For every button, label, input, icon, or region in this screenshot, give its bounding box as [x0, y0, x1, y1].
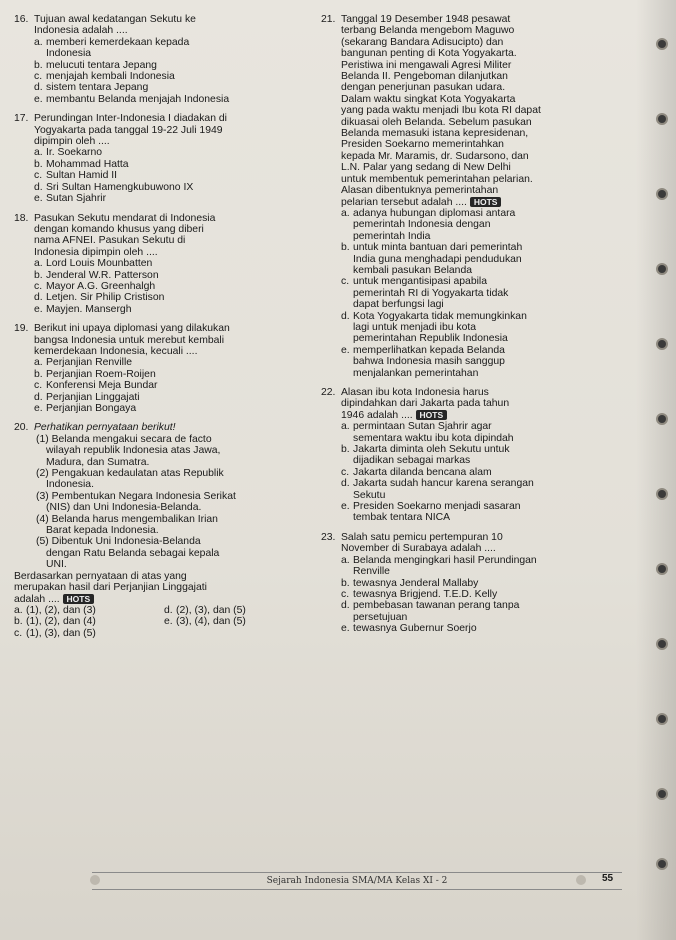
- footer-dot-decoration: [576, 875, 586, 885]
- option-text: Sekutu: [353, 489, 386, 501]
- stem-line: bangsa Indonesia untuk merebut kembali: [34, 334, 225, 346]
- statement-2: [34, 468, 314, 491]
- stem-line: Tanggal 19 Desember 1948 pesawat: [341, 14, 511, 25]
- question-number: 19.: [14, 323, 29, 335]
- option-d[interactable]: [341, 478, 634, 501]
- stem-line: Presiden Soekarno memerintahkan: [341, 139, 504, 151]
- option-letter: e.: [341, 501, 350, 513]
- option-letter: e.: [341, 344, 350, 356]
- question-number: 16.: [14, 14, 29, 25]
- binding-hole-icon: [658, 40, 666, 48]
- statement-3: [34, 491, 314, 514]
- stem-line: Dalam waktu singkat Kota Yogyakarta: [341, 93, 516, 105]
- option-letter: b.: [34, 158, 43, 170]
- statement-5: [34, 536, 314, 570]
- option-text: Mohammad Hatta: [46, 158, 129, 170]
- option-b[interactable]: [34, 159, 314, 170]
- statement-text: Madura, dan Sumatra.: [46, 456, 150, 468]
- option-text: Renville: [353, 566, 390, 578]
- option-text: Jakarta dilanda bencana alam: [353, 466, 492, 478]
- stem-line: November di Surabaya adalah ....: [341, 543, 496, 555]
- option-text: Kota Yogyakarta tidak memungkinkan: [353, 310, 527, 322]
- option-letter: a.: [34, 147, 43, 159]
- option-text: menjajah kembali Indonesia: [46, 71, 175, 83]
- binding-hole-icon: [658, 860, 666, 868]
- stem-line: Belanda II. Pengeboman dilanjutkan: [341, 71, 508, 83]
- statement-number: (3): [36, 490, 49, 502]
- option-letter: d.: [34, 82, 43, 94]
- option-letter: b.: [341, 242, 350, 254]
- binding-hole-icon: [658, 415, 666, 423]
- question-number: 21.: [321, 14, 336, 25]
- option-text: Indonesia: [46, 48, 92, 60]
- question-stem: [34, 323, 314, 357]
- stem-line: nama AFNEI. Pasukan Sekutu di: [34, 235, 186, 247]
- option-a[interactable]: [34, 147, 314, 158]
- option-text: kembali pasukan Belanda: [353, 264, 472, 276]
- option-text: pembebasan tawanan perang tanpa: [353, 600, 520, 612]
- option-text: memperlihatkan kepada Belanda: [353, 344, 505, 356]
- option-text: (2), (3), dan (5): [176, 604, 246, 616]
- option-e[interactable]: [341, 501, 634, 524]
- option-c[interactable]: [34, 71, 314, 82]
- option-b[interactable]: [14, 616, 164, 627]
- hots-badge: HOTS: [63, 594, 95, 604]
- statement-text: Pengakuan kedaulatan atas Republik: [51, 468, 224, 480]
- option-letter: d.: [164, 604, 173, 616]
- statement-text: dengan Ratu Belanda sebagai kepala: [46, 547, 220, 559]
- option-letter: c.: [34, 280, 43, 292]
- option-text: (1), (2), dan (3): [26, 604, 96, 616]
- question-stem: [341, 387, 634, 421]
- option-text: Ir. Soekarno: [46, 147, 103, 159]
- option-b[interactable]: [341, 444, 634, 467]
- binding-shadow: [636, 0, 676, 940]
- statement-number: (2): [36, 468, 49, 480]
- options-grid: [14, 616, 314, 627]
- statement-number: (1): [36, 433, 49, 445]
- question-number: 20.: [14, 422, 29, 434]
- stem-line: dengan penerjunan pasukan udara.: [341, 82, 506, 94]
- statement-1: [34, 434, 314, 468]
- option-text: (1), (2), dan (4): [26, 616, 96, 628]
- option-a[interactable]: [34, 37, 314, 60]
- binding-hole-icon: [658, 265, 666, 273]
- option-c[interactable]: [34, 170, 314, 181]
- option-e[interactable]: [34, 94, 314, 105]
- option-a[interactable]: [34, 357, 314, 368]
- question-21: [321, 14, 634, 379]
- options-grid: [14, 605, 314, 616]
- stem-line: dipimpin oleh ....: [34, 136, 110, 148]
- stem-line: Yogyakarta pada tanggal 19-22 Juli 1949: [34, 124, 223, 136]
- option-text: membantu Belanda menjajah Indonesia: [46, 93, 230, 105]
- option-letter: a.: [34, 258, 43, 270]
- question-18: [14, 213, 314, 316]
- stem-line: dengan komando khusus yang diberi: [34, 223, 204, 235]
- statement-text: Belanda mengakui secara de facto: [51, 433, 212, 445]
- question-number: 18.: [14, 212, 29, 224]
- option-b[interactable]: [341, 242, 634, 276]
- option-a[interactable]: [341, 555, 634, 578]
- option-letter: b.: [14, 616, 23, 628]
- stem-line: Perhatikan pernyataan berikut!: [34, 422, 176, 434]
- binding-hole-icon: [658, 115, 666, 123]
- option-text: Sultan Hamid II: [46, 170, 118, 182]
- option-text: Mayor A.G. Greenhalgh: [46, 280, 156, 292]
- option-text: Mayjen. Mansergh: [46, 303, 132, 315]
- option-letter: c.: [341, 588, 350, 600]
- option-letter: d.: [34, 292, 43, 304]
- option-text: sementara waktu ibu kota dipindah: [353, 432, 514, 444]
- stem-line: bangunan penting di Kota Yogyakarta.: [341, 48, 517, 60]
- option-text: Lord Louis Mounbatten: [46, 258, 153, 270]
- statement-4: [34, 514, 314, 537]
- option-text: menjalankan pemerintahan: [353, 367, 479, 379]
- closing-line: adalah ....: [14, 593, 60, 605]
- option-letter: b.: [341, 577, 350, 589]
- option-text: melucuti tentara Jepang: [46, 59, 157, 71]
- option-c[interactable]: [341, 276, 634, 310]
- option-text: Perjanjian Renville: [46, 357, 133, 369]
- option-text: persetujuan: [353, 611, 408, 623]
- question-20: [14, 422, 314, 639]
- hots-badge: HOTS: [470, 197, 502, 207]
- option-d[interactable]: [34, 82, 314, 93]
- question-16: [14, 14, 314, 105]
- question-19: [14, 323, 314, 414]
- option-text: permintaan Sutan Sjahrir agar: [353, 421, 492, 433]
- option-a[interactable]: [34, 258, 314, 269]
- option-c[interactable]: [341, 467, 634, 478]
- closing-line: merupakan hasil dari Perjanjian Linggajati: [14, 582, 207, 594]
- option-e[interactable]: [341, 345, 634, 379]
- option-b[interactable]: [341, 578, 634, 589]
- question-number: 23.: [321, 531, 336, 543]
- option-text: dijadikan sebagai markas: [353, 455, 471, 467]
- question-closing: [14, 571, 314, 639]
- option-text: (3), (4), dan (5): [176, 616, 246, 628]
- option-letter: e.: [34, 403, 43, 414]
- option-letter: d.: [341, 478, 350, 490]
- binding-hole-icon: [658, 640, 666, 648]
- stem-line: terbang Belanda mengebom Maguwo: [341, 25, 515, 37]
- option-e[interactable]: [341, 623, 634, 634]
- stem-line: Perundingan Inter-Indonesia I diadakan di: [34, 113, 227, 125]
- statement-text: Pembentukan Negara Indonesia Serikat: [51, 490, 236, 502]
- statement-text: Indonesia.: [46, 479, 94, 491]
- stem-line: L.N. Palar yang sedang di New Delhi: [341, 162, 511, 174]
- stem-line: Belanda memasuki istana kepresidenan,: [341, 128, 529, 140]
- page-number: 55: [602, 873, 614, 884]
- option-letter: b.: [34, 59, 43, 71]
- option-e[interactable]: [34, 403, 314, 414]
- stem-line: dikuasai oleh Belanda. Sebelum pasukan: [341, 116, 532, 128]
- option-letter: c.: [14, 627, 23, 639]
- question-number: 22.: [321, 387, 336, 398]
- option-e[interactable]: [164, 616, 314, 627]
- option-text: Jenderal W.R. Patterson: [46, 269, 159, 281]
- option-text: bahwa Indonesia masih sanggup: [353, 356, 505, 368]
- option-d[interactable]: [34, 392, 314, 403]
- option-text: untuk minta bantuan dari pemerintah: [353, 242, 523, 254]
- question-23: [321, 532, 634, 635]
- option-letter: b.: [341, 444, 350, 456]
- option-c[interactable]: [341, 589, 634, 600]
- statement-text: (NIS) dan Uni Indonesia-Belanda.: [46, 502, 202, 514]
- option-letter: b.: [34, 269, 43, 281]
- stem-line: Berikut ini upaya diplomasi yang dilakukan: [34, 323, 230, 335]
- stem-line: kemerdekaan Indonesia, kecuali ....: [34, 345, 198, 357]
- option-a[interactable]: [341, 208, 634, 242]
- option-letter: a.: [341, 554, 350, 566]
- stem-line: Alasan ibu kota Indonesia harus: [341, 387, 489, 398]
- option-d[interactable]: [341, 600, 634, 623]
- hots-badge: HOTS: [416, 410, 448, 420]
- option-letter: c.: [341, 276, 350, 288]
- option-a[interactable]: [14, 605, 164, 616]
- stem-line: Indonesia dipimpin oleh ....: [34, 246, 158, 258]
- option-letter: d.: [34, 181, 43, 193]
- binding-hole-icon: [658, 790, 666, 798]
- option-d[interactable]: [164, 605, 314, 616]
- footer-book-title: Sejarah Indonesia SMA/MA Kelas XI - 2: [92, 872, 622, 890]
- option-letter: e.: [34, 93, 43, 105]
- option-text: tembak tentara NICA: [353, 512, 451, 524]
- stem-line: dipindahkan dari Jakarta pada tahun: [341, 398, 510, 410]
- question-17: [14, 113, 314, 204]
- option-letter: d.: [341, 600, 350, 612]
- question-stem: [34, 14, 314, 37]
- option-letter: c.: [34, 170, 43, 182]
- option-text: Konferensi Meja Bundar: [46, 380, 158, 392]
- option-text: tewasnya Jenderal Mallaby: [353, 577, 479, 589]
- question-stem: [341, 14, 634, 208]
- stem-line: Pasukan Sekutu mendarat di Indonesia: [34, 212, 216, 224]
- stem-line: untuk membentuk pemerintahan pelarian.: [341, 173, 533, 185]
- option-letter: a.: [34, 36, 43, 48]
- option-text: adanya hubungan diplomasi antara: [353, 207, 516, 219]
- option-text: Perjanjian Roem-Roijen: [46, 368, 156, 380]
- option-text: (1), (3), dan (5): [26, 627, 96, 639]
- question-stem: [341, 532, 634, 555]
- option-text: sistem tentara Jepang: [46, 82, 149, 94]
- stem-line: (sekarang Bandara Adisucipto) dan: [341, 36, 504, 48]
- option-d[interactable]: [341, 311, 634, 345]
- option-text: tewasnya Brigjend. T.E.D. Kelly: [353, 588, 498, 600]
- question-number: 17.: [14, 113, 29, 125]
- closing-line: Berdasarkan pernyataan di atas yang: [14, 570, 187, 582]
- option-letter: c.: [34, 71, 43, 83]
- stem-line: Salah satu pemicu pertempuran 10: [341, 531, 503, 543]
- binding-hole-icon: [658, 490, 666, 498]
- option-text: Presiden Soekarno menjadi sasaran: [353, 501, 521, 513]
- option-c[interactable]: [34, 281, 314, 292]
- option-text: untuk mengantisipasi apabila: [353, 276, 488, 288]
- question-stem: [34, 213, 314, 259]
- stem-line: Peristiwa ini mengawali Agresi Militer: [341, 59, 512, 71]
- option-text: memberi kemerdekaan kepada: [46, 36, 190, 48]
- option-letter: e.: [34, 303, 43, 315]
- question-stem: [34, 422, 314, 433]
- option-letter: c.: [34, 380, 43, 392]
- statement-text: Dibentuk Uni Indonesia-Belanda: [51, 536, 201, 548]
- option-text: lagi untuk menjadi ibu kota: [353, 321, 477, 333]
- statement-text: wilayah republik Indonesia atas Jawa,: [46, 445, 221, 457]
- option-d[interactable]: [34, 292, 314, 303]
- question-22: [321, 387, 634, 524]
- statement-text: Barat kepada Indonesia.: [46, 525, 159, 537]
- option-text: pemerintah RI di Yogyakarta tidak: [353, 287, 509, 299]
- binding-hole-icon: [658, 340, 666, 348]
- option-text: pemerintah India: [353, 230, 431, 242]
- option-b[interactable]: [34, 60, 314, 71]
- option-letter: a.: [34, 357, 43, 369]
- option-letter: a.: [14, 604, 23, 616]
- statement-text: UNI.: [46, 559, 67, 571]
- option-text: pemerintah Indonesia dengan: [353, 219, 491, 231]
- option-text: Sutan Sjahrir: [46, 193, 107, 205]
- option-b[interactable]: [34, 369, 314, 380]
- option-text: India guna menghadapi pendudukan: [353, 253, 522, 265]
- binding-hole-icon: [658, 565, 666, 573]
- statement-number: (4): [36, 513, 49, 525]
- stem-line: pelarian tersebut adalah ....: [341, 196, 467, 208]
- stem-line: 1946 adalah ....: [341, 409, 413, 421]
- option-text: Jakarta sudah hancur karena serangan: [353, 478, 534, 490]
- stem-line: yang pada waktu menjadi Ibu kota RI dapat: [341, 105, 541, 117]
- option-text: dapat berfungsi lagi: [353, 299, 444, 311]
- stem-line: Indonesia adalah ....: [34, 25, 128, 37]
- option-letter: a.: [341, 421, 350, 433]
- statement-text: Belanda harus mengembalikan Irian: [51, 513, 218, 525]
- stem-line: kepada Mr. Maramis, dr. Sudarsono, dan: [341, 150, 529, 162]
- option-text: Belanda mengingkari hasil Perundingan: [353, 554, 537, 566]
- option-text: Perjanjian Linggajati: [46, 391, 140, 403]
- option-text: pemerintahan Republik Indonesia: [353, 333, 508, 345]
- option-letter: a.: [341, 207, 350, 219]
- binding-hole-icon: [658, 715, 666, 723]
- option-letter: d.: [341, 310, 350, 322]
- option-b[interactable]: [34, 270, 314, 281]
- option-c[interactable]: [14, 628, 314, 639]
- left-column: [14, 14, 314, 647]
- option-letter: b.: [34, 368, 43, 380]
- option-e[interactable]: [34, 193, 314, 204]
- option-d[interactable]: [34, 182, 314, 193]
- question-stem: [34, 113, 314, 147]
- option-text: Letjen. Sir Philip Cristison: [46, 292, 165, 304]
- option-letter: d.: [34, 391, 43, 403]
- binding-hole-icon: [658, 190, 666, 198]
- option-a[interactable]: [341, 421, 634, 444]
- option-letter: c.: [341, 466, 350, 478]
- option-c[interactable]: [34, 380, 314, 391]
- stem-line: Tujuan awal kedatangan Sekutu ke: [34, 14, 196, 25]
- option-e[interactable]: [34, 304, 314, 315]
- option-letter: e.: [341, 623, 350, 635]
- option-letter: e.: [34, 193, 43, 205]
- option-letter: e.: [164, 616, 173, 628]
- option-text: Sri Sultan Hamengkubuwono IX: [46, 181, 194, 193]
- statement-number: (5): [36, 536, 49, 548]
- stem-line: Alasan dibentuknya pemerintahan: [341, 185, 499, 197]
- option-text: Perjanjian Bongaya: [46, 403, 137, 414]
- option-text: tewasnya Gubernur Soerjo: [353, 623, 477, 635]
- right-column: [321, 14, 634, 643]
- option-text: Jakarta diminta oleh Sekutu untuk: [353, 444, 510, 456]
